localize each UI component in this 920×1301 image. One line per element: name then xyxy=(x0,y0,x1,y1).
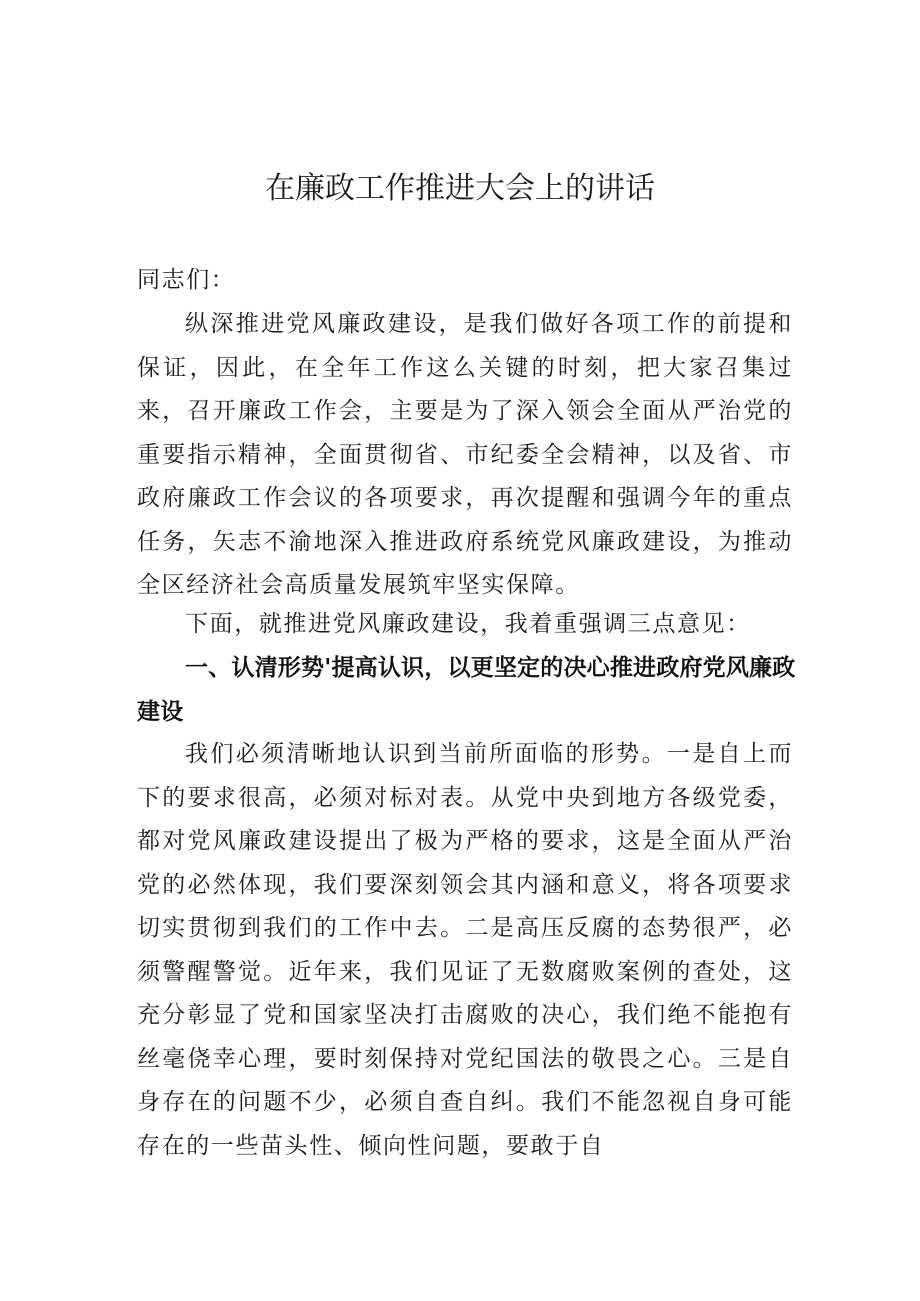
document-title: 在廉政工作推进大会上的讲话 xyxy=(265,171,655,206)
section-heading: 一、认清形势'提高认识，以更坚定的决心推进政府党风廉政建设 xyxy=(137,655,796,725)
section-paragraph: 我们必须清晰地认识到当前所面临的形势。一是自上而下的要求很高，必须对标对表。从党中央到地方各级党委，都对党风廉政建设提出了极为严格的要求，这是全面从严治党的必然体现，我们要深刻领会其内涵和意义，将各项要求切实贯彻到我们的工作中去。二是高压反腐的态势很严，必须警醒警觉。近年来，我们见证了无数腐败案例的查处，这充分彰显了党和国家坚决打击腐败的决心，我们绝不能抱有丝毫侥幸心理，要时刻保持对党纪国法的敬畏之心。三是自身存在的问题不少，必须自查自纠。我们不能忽视自身可能存在的一些苗头性、倾向性问题，要敢于自 xyxy=(137,741,793,1159)
intro-paragraph: 纵深推进党风廉政建设，是我们做好各项工作的前提和保证，因此，在全年工作这么关键的时刻，把大家召集过来，召开廉政工作会，主要是为了深入领会全面从严治党的重要指示精神，全面贯彻省、市纪委全会精神，以及省、市政府廉政工作会议的各项要求，再次提醒和强调今年的重点任务，矢志不渝地深入推进政府系统党风廉政建设，为推动全区经济社会高质量发展筑牢坚实保障。 xyxy=(137,311,793,598)
transition-paragraph: 下面，就推进党风廉政建设，我着重强调三点意见： xyxy=(185,611,751,637)
salutation: 同志们： xyxy=(137,267,236,293)
